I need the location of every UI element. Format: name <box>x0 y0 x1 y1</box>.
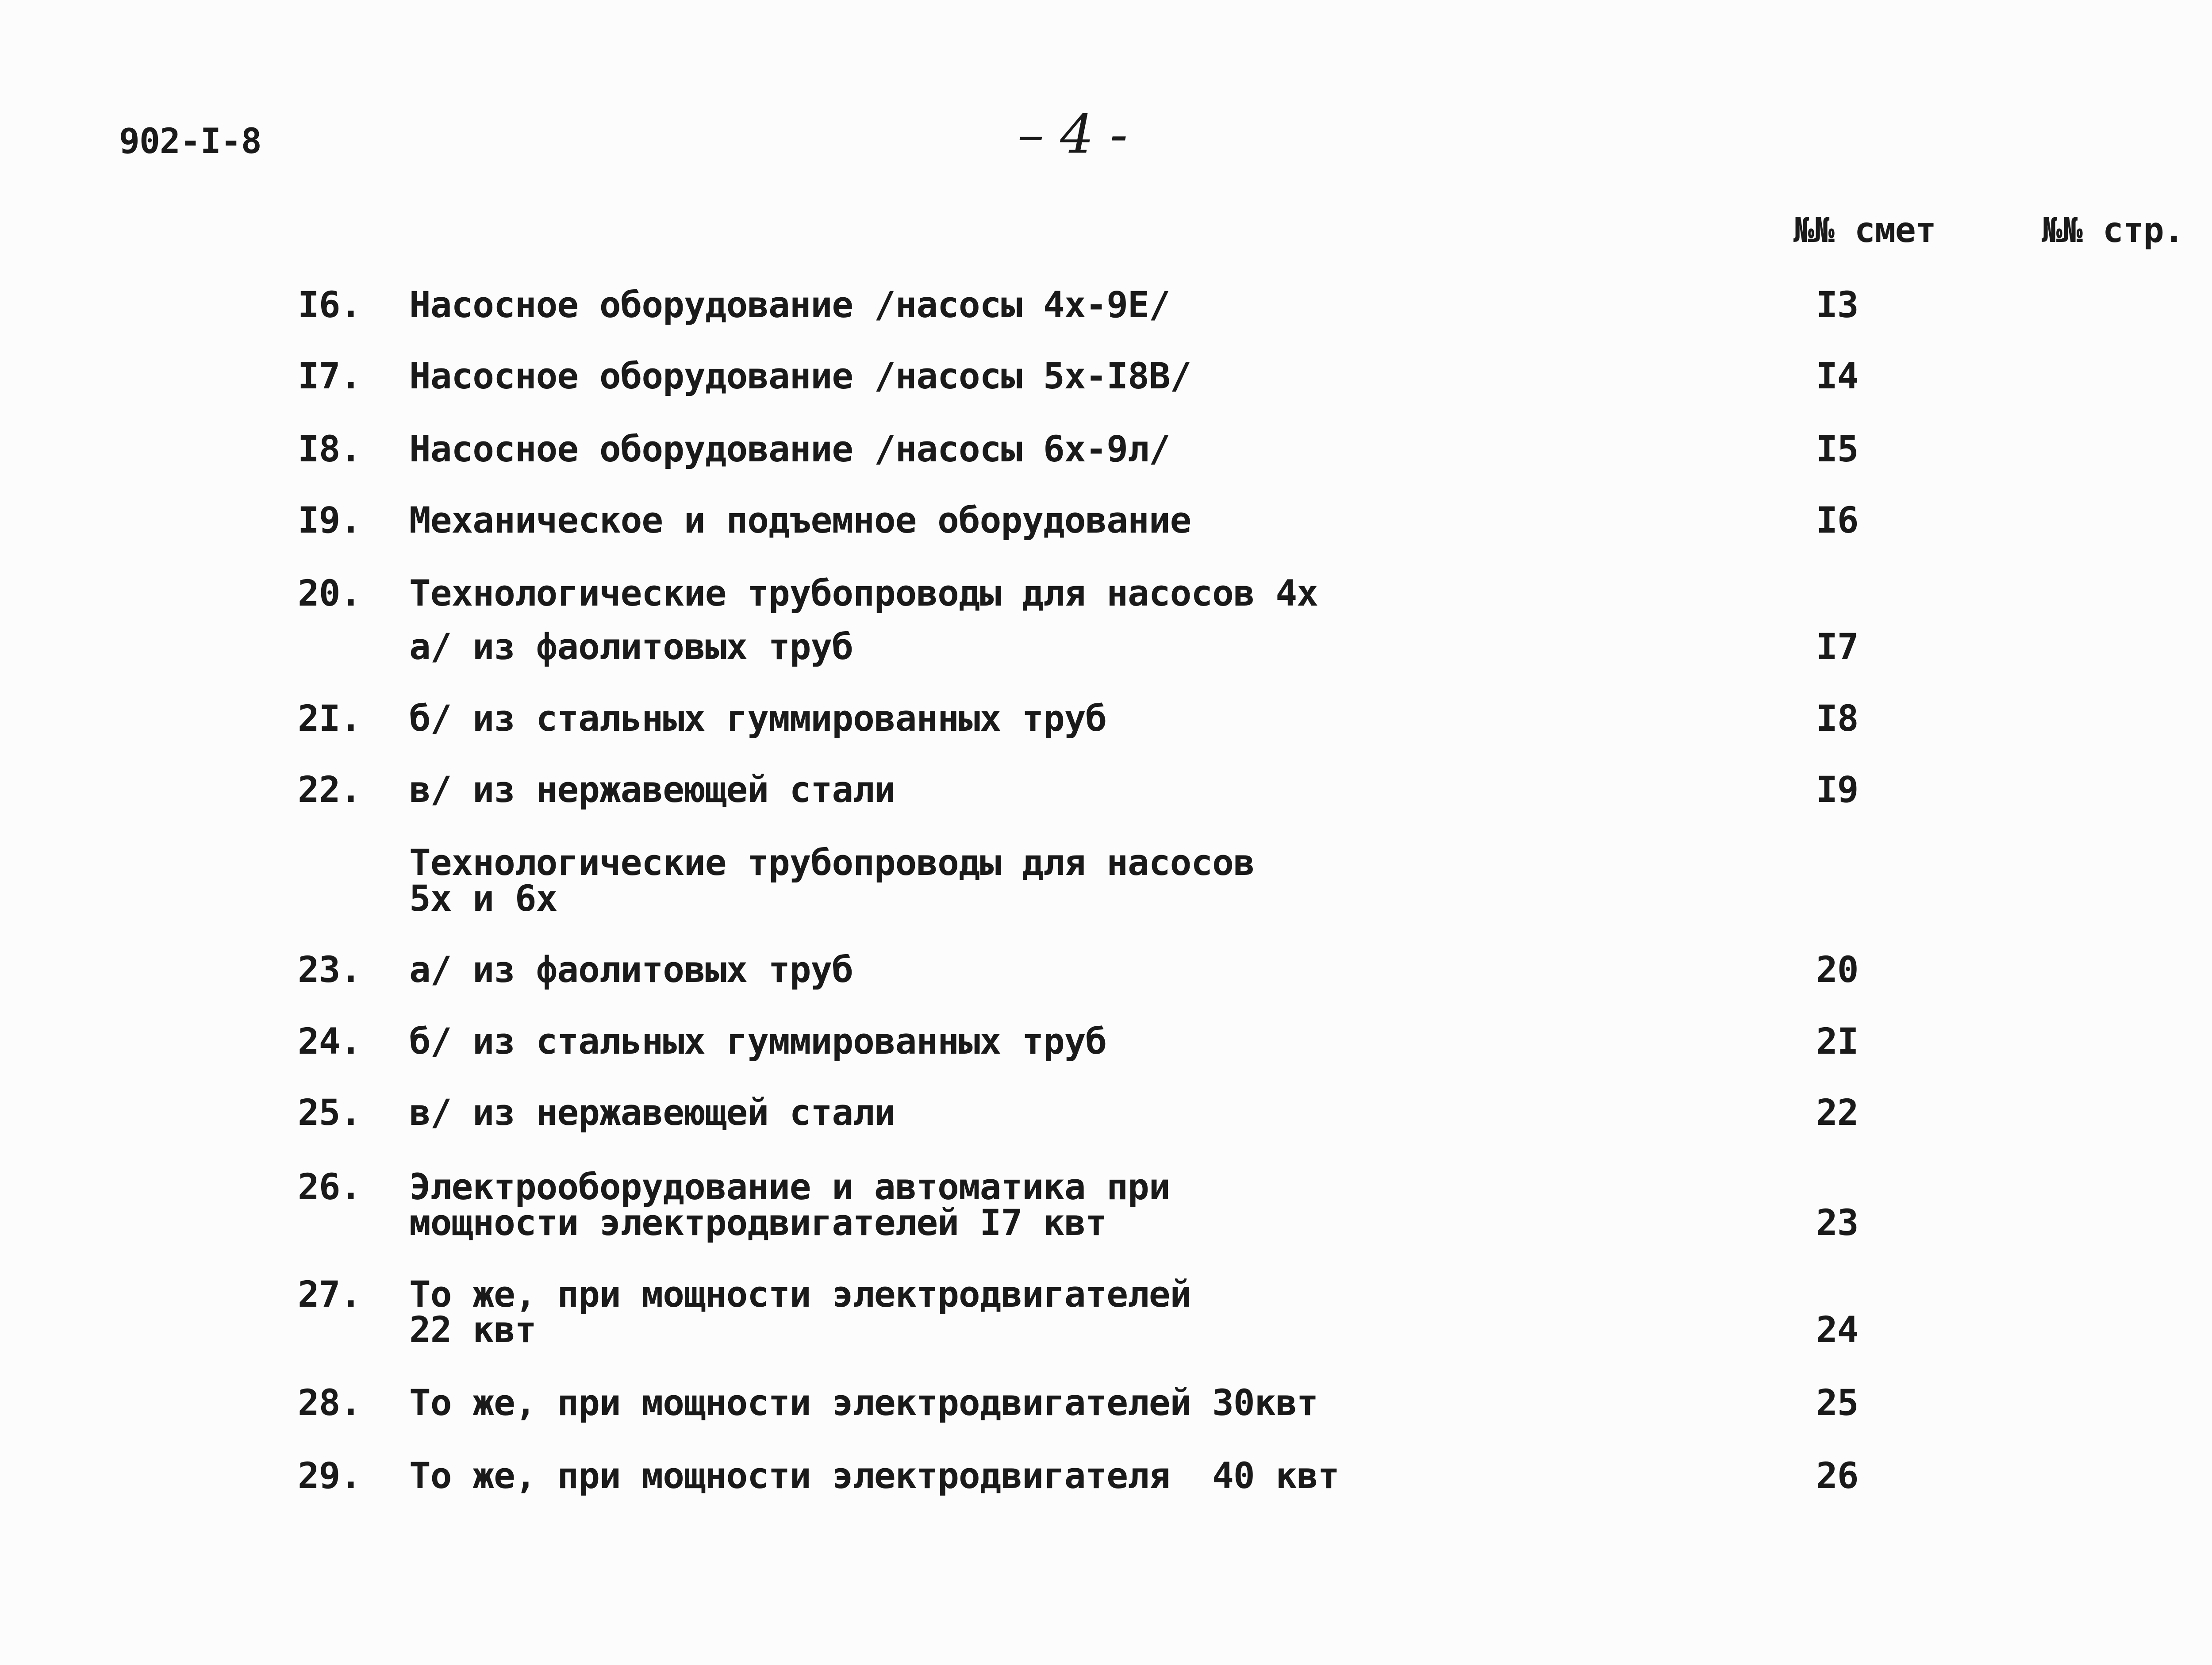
item-smeta: 24 <box>1816 1309 1859 1351</box>
item-smeta: I4 <box>1816 356 1859 397</box>
item-number: I6. <box>298 284 361 326</box>
item-smeta: I3 <box>1816 284 1859 326</box>
item-smeta: 23 <box>1816 1202 1859 1244</box>
page-number: – 4 - <box>1018 104 1128 165</box>
item-smeta: 22 <box>1816 1092 1859 1134</box>
item-title: б/ из стальных гуммированных труб <box>409 698 1107 740</box>
item-title: То же, при мощности электродвигателей 30квт <box>409 1382 1318 1424</box>
item-number: I9. <box>298 500 361 541</box>
column-header-smeta: №№ смет <box>1793 211 1936 250</box>
item-number: 26. <box>298 1166 361 1208</box>
item-title: Насосное оборудование /насосы 4х-9Е/ <box>409 284 1170 326</box>
item-smeta: 2I <box>1816 1021 1859 1063</box>
item-title: в/ из нержавеющей стали <box>409 1092 895 1134</box>
item-smeta: I7 <box>1816 626 1859 668</box>
item-title: Насосное оборудование /насосы 5х-I8В/ <box>409 356 1191 397</box>
item-title: Электрооборудование и автоматика при <box>409 1166 1170 1208</box>
item-title: То же, при мощности электродвигателя 40 квт <box>409 1455 1339 1497</box>
item-title: Технологические трубопроводы для насосов 4х <box>409 573 1318 614</box>
item-smeta: 25 <box>1816 1382 1859 1424</box>
item-smeta: I8 <box>1816 698 1859 740</box>
item-smeta: I6 <box>1816 500 1859 541</box>
section-heading-line2: 5х и 6х <box>409 878 557 920</box>
item-number: 29. <box>298 1455 361 1497</box>
item-smeta: 20 <box>1816 949 1859 991</box>
item-title-line2: а/ из фаолитовых труб <box>409 626 853 668</box>
item-title: То же, при мощности электродвигателей <box>409 1274 1191 1316</box>
section-heading: Технологические трубопроводы для насосов <box>409 842 1255 884</box>
item-number: I8. <box>298 429 361 470</box>
item-smeta: I5 <box>1816 429 1859 470</box>
item-number: 22. <box>298 769 361 811</box>
item-number: I7. <box>298 356 361 397</box>
item-title: б/ из стальных гуммированных труб <box>409 1021 1107 1063</box>
item-title-line2: мощности электродвигателей I7 квт <box>409 1202 1107 1244</box>
item-title-line2: 22 квт <box>409 1309 536 1351</box>
document-code: 902-I-8 <box>119 122 261 161</box>
item-title: Механическое и подъемное оборудование <box>409 500 1191 541</box>
item-title: Насосное оборудование /насосы 6х-9л/ <box>409 429 1170 470</box>
item-number: 20. <box>298 573 361 614</box>
item-number: 25. <box>298 1092 361 1134</box>
item-number: 23. <box>298 949 361 991</box>
item-number: 24. <box>298 1021 361 1063</box>
item-number: 2I. <box>298 698 361 740</box>
item-number: 28. <box>298 1382 361 1424</box>
item-title: а/ из фаолитовых труб <box>409 949 853 991</box>
item-title: в/ из нержавеющей стали <box>409 769 895 811</box>
column-header-page: №№ стр. <box>2042 211 2184 250</box>
item-smeta: I9 <box>1816 769 1859 811</box>
item-number: 27. <box>298 1274 361 1316</box>
item-smeta: 26 <box>1816 1455 1859 1497</box>
